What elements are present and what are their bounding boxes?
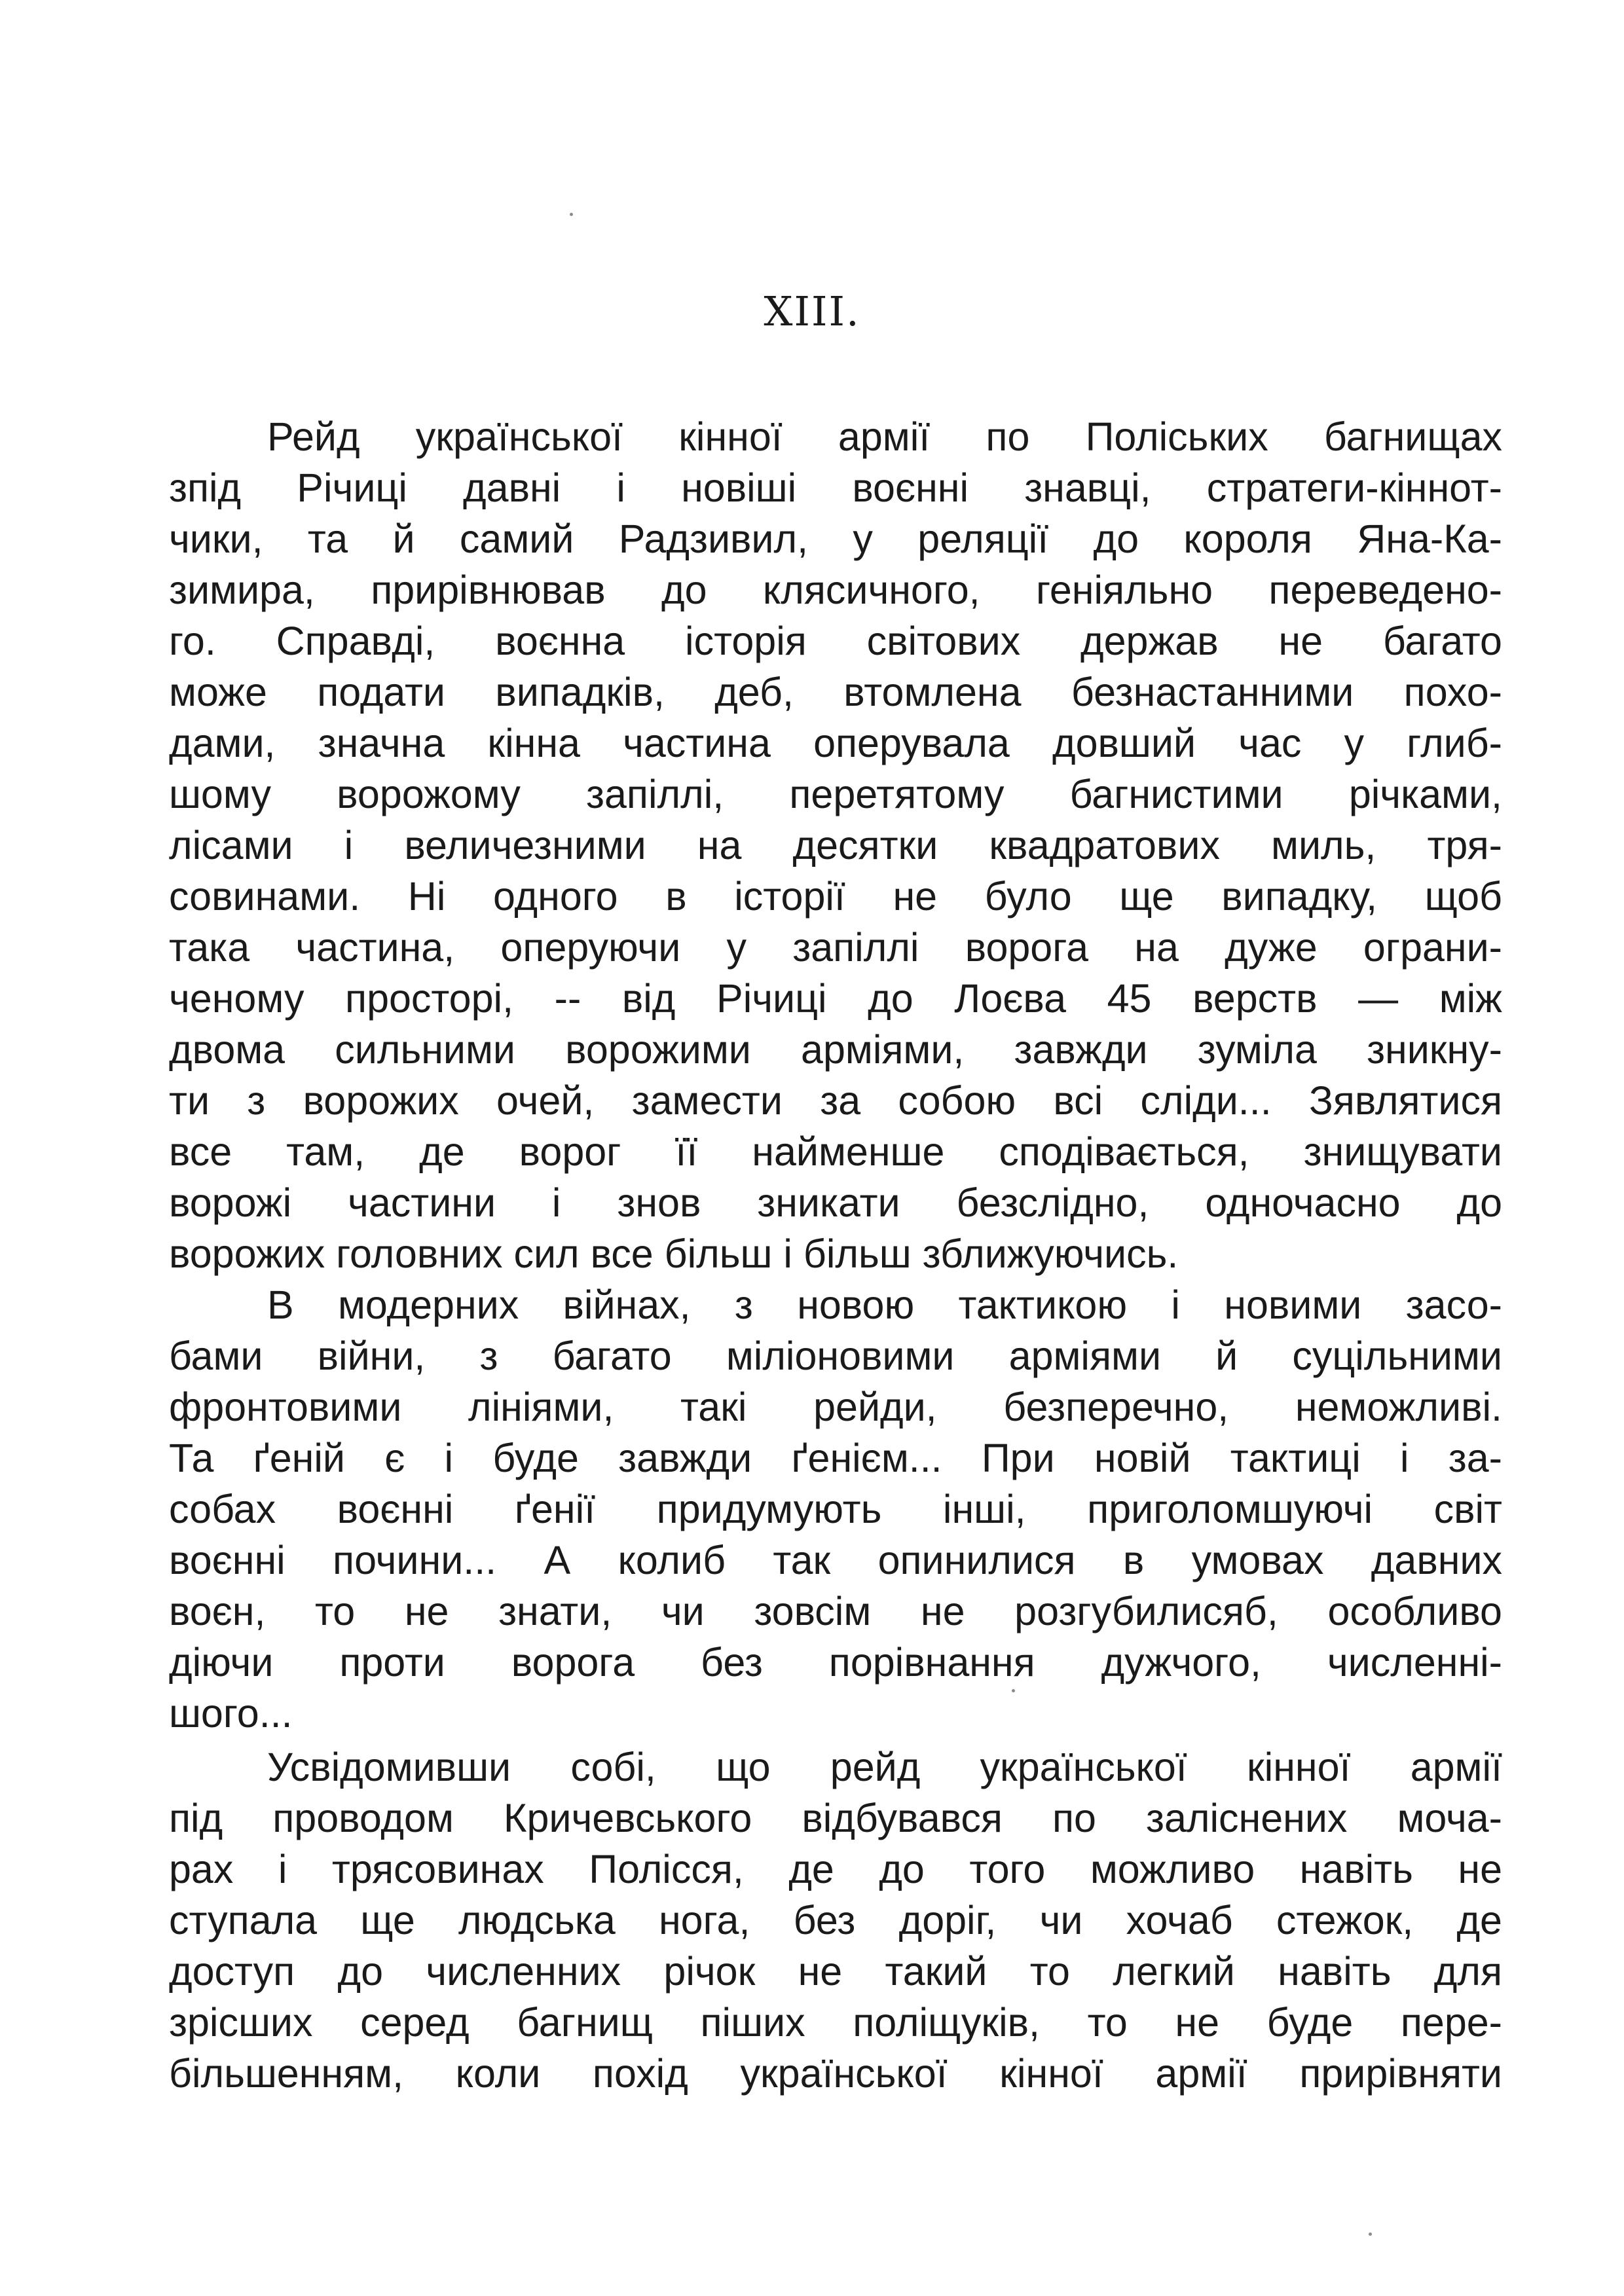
text-line: рах і трясовинах Полісся, де до того можливо навіть не bbox=[169, 1847, 1502, 1891]
chapter-number: XIII. bbox=[764, 287, 860, 335]
text-line: Та ґеній є і буде завжди ґенієм... При новій тактиці і за- bbox=[169, 1436, 1502, 1480]
text-line: го. Справді, воєнна історія світових держав не багато bbox=[169, 619, 1502, 663]
text-line: все там, де ворог її найменше сподівається, знищувати bbox=[169, 1129, 1502, 1174]
paragraph-1 bbox=[169, 411, 1502, 1279]
text-line: зрісших серед багнищ піших поліщуків, то не буде пере- bbox=[169, 2000, 1502, 2045]
text-line: ти з ворожих очей, замести за собою всі сліди... Зявлятися bbox=[169, 1078, 1502, 1123]
text-line: совинами. Ні одного в історії не було ще випадку, щоб bbox=[169, 874, 1502, 919]
text-line: ворожих головних сил все більш і більш зближуючись. bbox=[169, 1231, 1179, 1276]
text-line: лісами і величезними на десятки квадратових миль, тря- bbox=[169, 823, 1502, 867]
scan-speck bbox=[570, 213, 573, 216]
text-line: доступ до численних річок не такий то легкий навіть для bbox=[169, 1949, 1502, 1994]
text-line: зимира, прирівнював до клясичного, геніяльно переведено- bbox=[169, 568, 1502, 612]
text-line: ченому просторі, -- від Річиці до Лоєва 45 верств — між bbox=[169, 976, 1502, 1021]
text-line: воєнні почини... А колиб так опинилися в умовах давних bbox=[169, 1538, 1502, 1582]
text-line: ступала ще людська нога, без доріг, чи хочаб стежок, де bbox=[169, 1898, 1502, 1942]
scan-speck bbox=[1369, 2232, 1372, 2236]
text-line: під проводом Кричевського відбувався по заліснених моча- bbox=[169, 1796, 1502, 1840]
text-line: фронтовими лініями, такі рейди, безперечно, неможливі. bbox=[169, 1385, 1502, 1429]
scan-speck bbox=[1012, 1689, 1015, 1692]
text-line: шому ворожому запіллі, перетятому багнистими річками, bbox=[169, 772, 1502, 816]
text-line: Рейд української кінної армії по Поліських багнищах bbox=[267, 414, 1502, 459]
text-block-lower bbox=[169, 1741, 1502, 2099]
text-line: собах воєнні ґенії придумують інші, приголомшуючі світ bbox=[169, 1487, 1502, 1531]
text-line: чики, та й самий Радзивил, у реляції до короля Яна-Ка- bbox=[169, 517, 1502, 561]
text-line: більшенням, коли похід української кінної армії прирівняти bbox=[169, 2051, 1502, 2096]
text-line: В модерних війнах, з новою тактикою і новими засо- bbox=[267, 1283, 1502, 1327]
text-line: Усвідомивши собі, що рейд української кінної армії bbox=[267, 1745, 1502, 1789]
text-block-upper bbox=[169, 411, 1502, 1739]
paragraph-3 bbox=[169, 1741, 1502, 2099]
text-line: зпід Річиці давні і новіші воєнні знавці, стратеги-кіннот- bbox=[169, 465, 1502, 510]
text-line: бами війни, з багато міліоновими арміями й суцільними bbox=[169, 1334, 1502, 1378]
text-line: двома сильними ворожими арміями, завжди зуміла зникну- bbox=[169, 1027, 1502, 1072]
text-line: така частина, оперуючи у запіллі ворога на дуже ограни- bbox=[169, 925, 1502, 970]
text-line: дами, значна кінна частина оперувала довший час у глиб- bbox=[169, 721, 1502, 765]
text-line: ворожі частини і знов зникати безслідно, одночасно до bbox=[169, 1180, 1502, 1225]
text-line: діючи проти ворога без порівнання дужчого, численні- bbox=[169, 1640, 1502, 1685]
text-line: шого... bbox=[169, 1691, 293, 1736]
text-line: воєн, то не знати, чи зовсім не розгубилисяб, особливо bbox=[169, 1589, 1502, 1633]
paragraph-2 bbox=[169, 1279, 1502, 1739]
text-line: може подати випадків, деб, втомлена безнастанними похо- bbox=[169, 670, 1502, 714]
